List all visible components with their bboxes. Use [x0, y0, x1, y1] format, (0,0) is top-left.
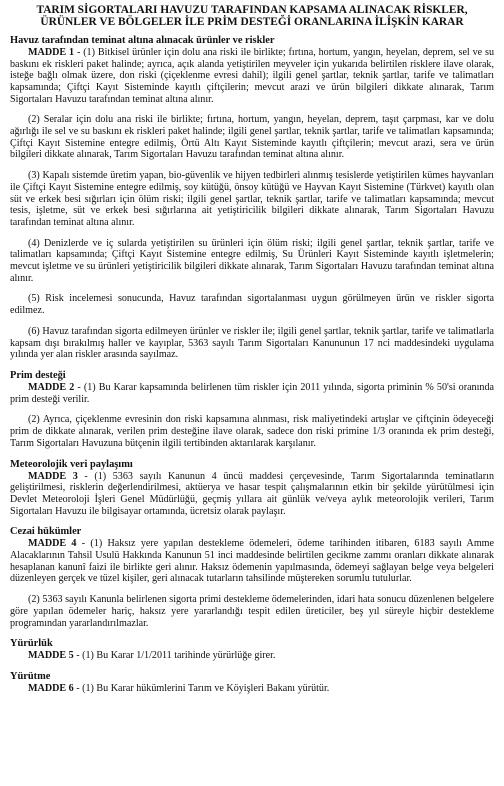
section-heading-yururluk: Yürürlük — [10, 638, 53, 650]
paragraph-madde-1-2 — [10, 114, 494, 161]
paragraph-text: (2) 5363 sayılı Kanunla belirlenen sigorta primi destekleme ödemelerinden, idari hata sonucu düzenlenen belgelere göre yapılan ödemeler hariç, haksız yere yararlandığı tespit edilen üreticiler, beş yıl süreyle hiçbir destekleme programından yararlandırılmazlar. — [10, 594, 494, 629]
paragraph-text: - (1) 5363 sayılı Kanunun 4 üncü maddesi çerçevesinde, Tarım Sigortalarında teminatların geliştirilmesi, risklerin değerlendirilmesi, aktüerya ve hasar tespit çalışmalarının etkin bir şekilde yürütülmesi için Devlet Meteoroloji İşleri Genel Müdürlüğü, geçmiş yıllara ait günlük ve/veya aylık meteorolojik verileri, Tarım Sigortaları Havuzu ile bilgisayar ortamında, ücretsiz olarak paylaşır. — [10, 470, 495, 517]
paragraph-madde-2-2 — [10, 414, 494, 449]
paragraph-madde-4-2 — [10, 594, 494, 629]
paragraph-madde-1-6 — [10, 326, 494, 361]
section-heading-teminat: Havuz tarafından teminat altına alınacak ürünler ve riskler — [10, 34, 275, 46]
paragraph-madde-1-3 — [10, 170, 494, 229]
paragraph-madde-4-1 — [10, 538, 494, 585]
madde-label: MADDE 4 — [28, 538, 77, 550]
paragraph-madde-2-1 — [10, 382, 494, 405]
paragraph-text: - (1) Bu Karar kapsamında belirlenen tüm riskler için 2011 yılında, sigorta priminin % 50'si oranında prim desteği verilir. — [10, 381, 494, 405]
madde-label: MADDE 3 — [28, 470, 78, 482]
madde-label: MADDE 1 — [28, 46, 75, 58]
paragraph-text: - (1) Bu Karar 1/1/2011 tarihinde yürürlüğe girer. — [73, 650, 276, 662]
section-heading-cezai: Cezai hükümler — [10, 526, 82, 538]
paragraph-text: (6) Havuz tarafından sigorta edilmeyen ürünler ve riskler ile; ilgili genel şartlar, teknik şartlar, tarife ve talimatlarla kapsam dışı bırakılmış haller ve kayıplar, 5363 sayılı Tarım Sigortaları Kanununun 17 nci maddesindeki uygulama yılında yer alan riskler arasında sayılmaz. — [10, 325, 494, 361]
section-heading-meteorolojik: Meteorolojik veri paylaşımı — [10, 458, 133, 470]
paragraph-text: (5) Risk incelemesi sonucunda, Havuz tarafından sigortalanması uygun görülmeyen ürün ve riskler sigorta edilmez. — [10, 293, 494, 317]
section-heading-yurutme: Yürütme — [10, 670, 51, 682]
paragraph-text: (2) Seralar için dolu ana riski ile birlikte; fırtına, hortum, yangın, heyelan, deprem, taşıt çarpması, kar ve dolu ağırlığı ile sel ve su baskını ek riskleri paket halinde; ilgili genel şartlar, teknik şartlar, tarife ve talimatları kapsamında; Çiftçi Kayıt Sistemine entegre edilmiş, Örtü Altı Kayıt Sisteminde kayıtlı çiftçilerin; mevcut arazi, sera ve ürün bilgileri dikkate alınarak, Tarım Sigortaları Havuzu tarafından teminat altına alınır. — [10, 114, 494, 161]
madde-label: MADDE 2 — [28, 381, 75, 393]
paragraph-text: - (1) Haksız yere yapılan destekleme ödemeleri, ödeme tarihinden itibaren, 6183 sayılı Amme Alacaklarının Tahsil Usulü Hakkında Kanunun 51 inci maddesinde belirtilen gecikme zammı oranları dikkate alınarak hesaplanan kanunî faizi ile birlikte geri alınır. Haksız ödemenin yapılmasında, ödemeyi sağlayan belge veya belgeleri düzenleyen gerçek ve tüzel kişiler, geri alınacak tutarların tahsilinde müştereken sorumlu tutulurlar. — [10, 538, 494, 585]
paragraph-madde-5-1 — [10, 650, 494, 662]
paragraph-text: (2) Ayrıca, çiçeklenme evresinin don riski kapsamına alınması, risk maliyetindeki artışlar ve çiftçinin ödeyeceği prim de dikkate alınarak, verilen prim desteğine ilave olarak, sadece don riski primine 1/3 oranında ek prim desteği, Tarım Sigortaları Havuzuna bütçenin ilgili tertibinden aktarılarak karşılanır. — [10, 414, 494, 449]
section-heading-prim-destegi: Prim desteği — [10, 369, 66, 381]
document-title: TARIM SİGORTALARI HAVUZU TARAFINDAN KAPSAMA ALINACAK RİSKLER, ÜRÜNLER VE BÖLGELER İLE PRİM DESTEĞİ ORANLARINA İLİŞKİN KARAR — [36, 4, 468, 29]
paragraph-text: (3) Kapalı sistemde üretim yapan, bio-güvenlik ve hijyen tedbirleri alınmış tesislerde yetiştirilen kümes hayvanları ile Çiftçi Kayıt Sistemine entegre edilmiş, soy kütüğü, önsoy kütüğü ve Hayvan Kayıt Sistemine (Türkvet) kayıtlı olan süt ve erkek besi sığırları için ölüm riski; ilgili genel şartlar, teknik şartlar, tarife ve talimatları kapsamında; mevcut tesis, işletme, süt ve erkek besi sığırlarına ait yetiştiricilik bilgileri dikkate alınarak, Tarım Sigortaları Havuzu tarafından teminat altına alınır. — [10, 170, 494, 228]
madde-label: MADDE 6 — [28, 682, 74, 694]
paragraph-madde-3-1 — [10, 471, 494, 518]
paragraph-text: - (1) Bu Karar hükümlerini Tarım ve Köyişleri Bakanı yürütür. — [73, 682, 330, 694]
paragraph-madde-6-1 — [10, 683, 494, 695]
paragraph-madde-1-1 — [10, 47, 494, 106]
paragraph-madde-1-5 — [10, 293, 494, 316]
paragraph-text: - (1) Bitkisel ürünler için dolu ana riski ile birlikte; fırtına, hortum, yangın, heyelan, deprem, sel ve su baskını ek riskleri paket halinde; ayrıca, açık alanda yetiştirilen meyveler için yukarıda belirtilen risklere ilave olarak, isteğe bağlı olmak üzere, don riski (çiçeklenme evresi dahil); ilgili genel şartlar, teknik şartlar, tarife ve talimatları kapsamında; Çiftçi Kayıt Sisteminde kayıtlı çiftçilerin; mevcut arazi ve ürün bilgileri dikkate alınarak, Tarım Sigortaları Havuzu tarafından teminat altına alınır. — [10, 46, 494, 105]
paragraph-madde-1-4 — [10, 238, 494, 285]
madde-label: MADDE 5 — [28, 650, 74, 662]
paragraph-text: (4) Denizlerde ve iç sularda yetiştirilen su ürünleri için ölüm riski; ilgili genel şartlar, teknik şartlar, tarife ve talimatları kapsamında; Çiftçi Kayıt Sistemine entegre edilmiş, Su Ürünleri Kayıt Sisteminde kayıtlı işletmelerin; mevcut işletme ve su ürünleri yetiştiricilik bilgileri dikkate alınarak, Tarım Sigortaları Havuzu tarafından teminat altına alınır. — [10, 237, 494, 284]
